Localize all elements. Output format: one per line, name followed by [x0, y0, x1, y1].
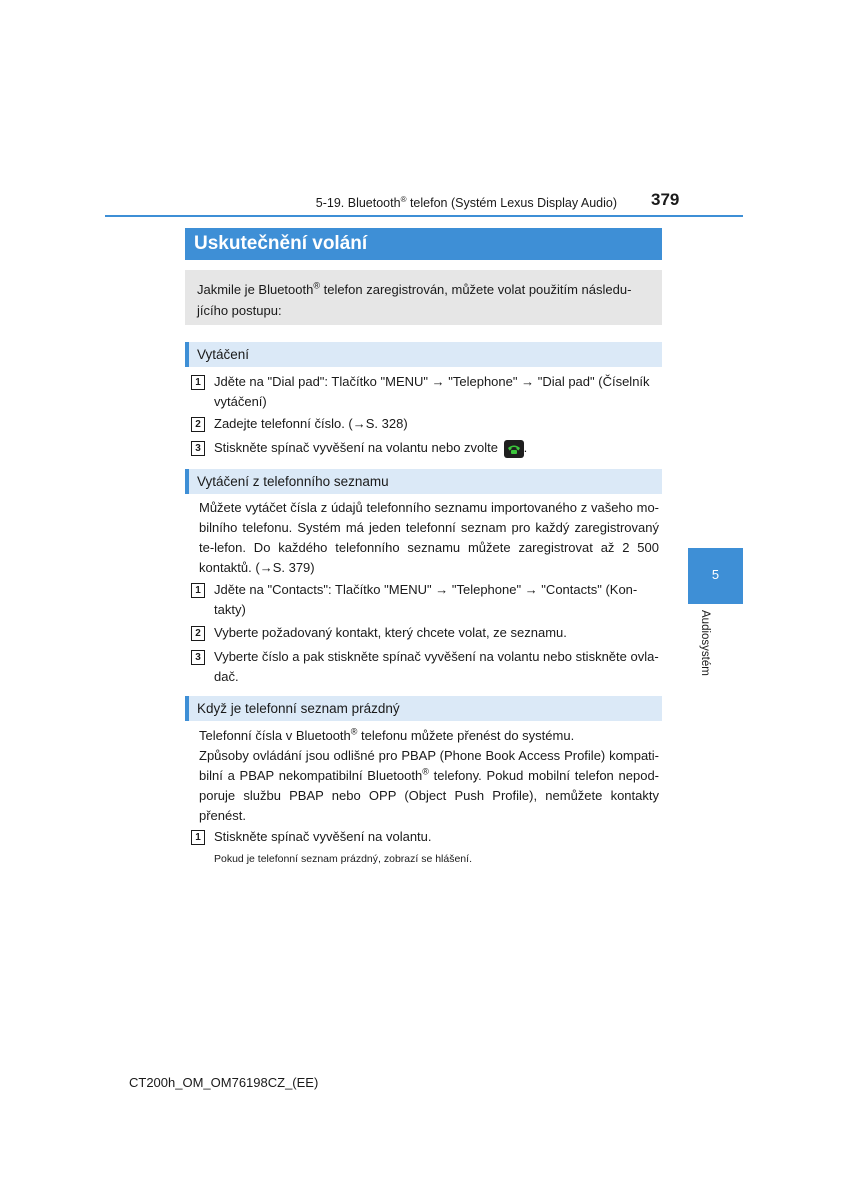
step-item [191, 580, 659, 620]
step-text: Stiskněte spínač vyvěšení na volantu nebo zvolte [214, 440, 499, 455]
subheading-dialing: Vytáčení [185, 342, 662, 367]
step-text: Vyberte číslo a pak stiskněte spínač vyvěšení na volantu nebo stiskněte ovla-dač. [214, 649, 659, 684]
step-text: Zadejte telefonní číslo. (→S. 328) [214, 416, 408, 431]
step-note: Pokud je telefonní seznam prázdný, zobrazí se hlášení. [214, 853, 472, 865]
step-number: 1 [191, 830, 205, 845]
step-text: Stiskněte spínač vyvěšení na volantu. [214, 829, 432, 844]
section-title: Uskutečnění volání [185, 228, 662, 260]
step-item [191, 372, 659, 412]
intro-box: Jakmile je Bluetooth® telefon zaregistrován, můžete volat použitím následu-jícího postupu: [185, 270, 662, 325]
chapter-label: Audiosystém [699, 610, 711, 676]
step-text: Vyberte požadovaný kontakt, který chcete volat, ze seznamu. [214, 625, 567, 640]
empty-paragraph-2: Způsoby ovládání jsou odlišné pro PBAP (Phone Book Access Profile) kompati-bilní a PBAP nekompatibilní Bluetooth® telefony. Pokud mobilní telefon nepod-poruje službu PBAP nebo OPP (Object Push Profile), nemůžete kontakty přenést. [199, 748, 659, 823]
step-number: 3 [191, 441, 205, 456]
step-number: 2 [191, 626, 205, 641]
header-rule [105, 215, 743, 217]
running-header: 5-19. Bluetooth® telefon (Systém Lexus Display Audio) [315, 195, 617, 211]
step-number: 3 [191, 650, 205, 665]
step-item [191, 827, 659, 847]
page-number: 379 [651, 190, 680, 209]
step-number: 1 [191, 583, 205, 598]
chapter-tab: 5 [688, 548, 743, 604]
step-item [191, 647, 659, 687]
step-number: 2 [191, 417, 205, 432]
empty-paragraph-1: Telefonní čísla v Bluetooth® telefonu můžete přenést do systému. [199, 726, 575, 743]
phone-pickup-icon [504, 440, 524, 458]
phonebook-paragraph: Můžete vytáčet čísla z údajů telefonního seznamu importovaného z vašeho mo-bilního telefonu. Systém má jeden telefonní seznam pro každý zaregistrovaný te-lefon. Do každého telefonního seznamu můžete zaregistrovat až 2 500 kontaktů. (→S. 379) [199, 500, 659, 575]
step-item [191, 623, 659, 643]
subheading-phonebook: Vytáčení z telefonního seznamu [185, 469, 662, 494]
step-item [191, 414, 659, 434]
step-text: Jděte na "Dial pad": Tlačítko "MENU" → "Telephone" → "Dial pad" (Číselník vytáčení) [214, 374, 650, 409]
step-item: 3 Stiskněte spínač vyvěšení na volantu nebo zvolte . [191, 438, 659, 458]
step-text: Jděte na "Contacts": Tlačítko "MENU" → "Telephone" → "Contacts" (Kon-takty) [214, 582, 638, 617]
document-code: CT200h_OM_OM76198CZ_(EE) [129, 1075, 319, 1090]
step-number: 1 [191, 375, 205, 390]
subheading-empty-phonebook: Když je telefonní seznam prázdný [185, 696, 662, 721]
